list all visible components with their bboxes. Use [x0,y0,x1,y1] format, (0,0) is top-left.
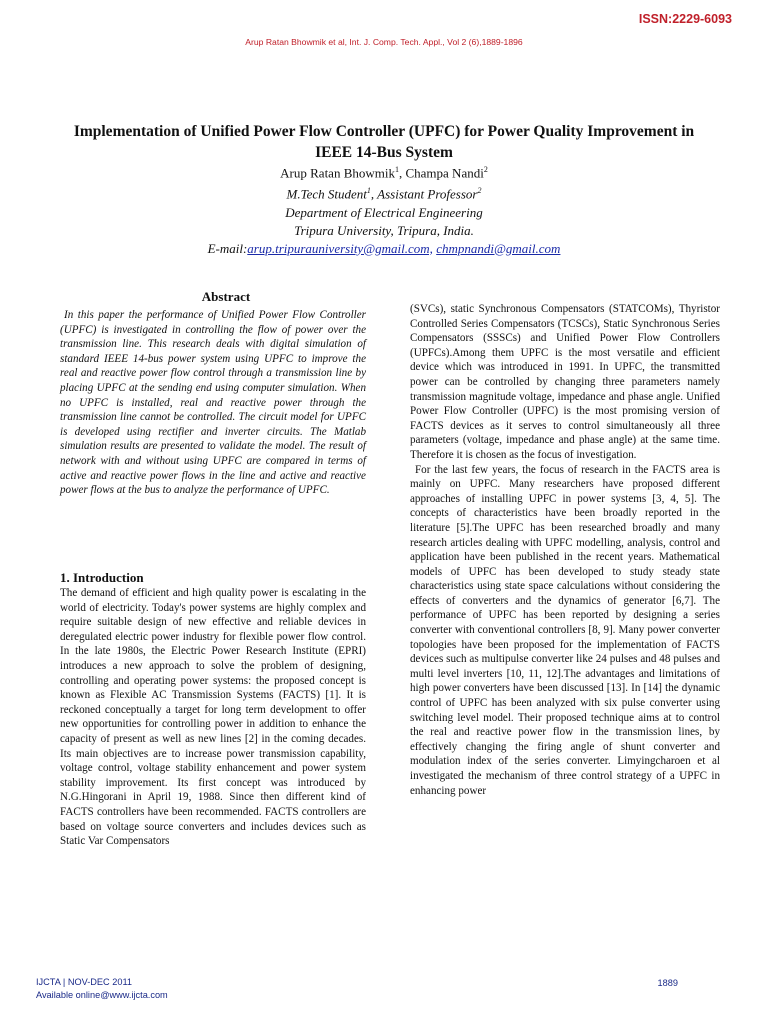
abstract-text: In this paper the performance of Unified Power Flow Controller (UPFC) is investigated in controlling the flow of power over the transmission line. This research deals with digital simulation of standard IEEE 14-bus power system using UPFC to improve the real and reactive power flow control through a transmission line by placing UPFC at the sending end using computer simulation. When no UPFC is installed, real and reactive power through the transmission line cannot be controlled. The circuit model for UPFC is developed using rectifier and inverter circuits. The Matlab simulation results are presented to validate the model. The result of network with and without using UPFC are compared in terms of active and reactive power flows in the line and active and reactive power flows at the bus to analyze the performance of UPFC. [60,309,366,497]
email-label: E-mail: [207,240,248,256]
running-head: Arup Ratan Bhowmik et al, Int. J. Comp. Tech. Appl., Vol 2 (6),1889-1896 [245,37,523,47]
department: Department of Electrical Engineering [285,204,483,220]
abstract-heading: Abstract [201,289,251,304]
footer-journal: IJCTA | NOV-DEC 2011 [36,977,132,987]
role-1: M.Tech Student [286,186,367,202]
right-column-para-1: (SVCs), static Synchronous Compensators (STATCOMs), Thyristor Controlled Series Compensators (TCSCs), Static Synchronous Series Compensators (SSSCs) and Unified Power Flow Controllers (UPFCs).Among them UPFC is the most versatile and efficient device which was introduced in 1991. In UPFC, the transmitted power can be controlled by changing three parameters namely transmission magnitude voltage, impedance and phase angle. Unified Power Flow Controller (UPFC) is the most promising version of FACTS devices as it serves to control simultaneously all three parameters (voltage, impedance and phase angle) at the same time. Therefore it is chosen as the focus of investigation. [410,303,720,461]
author-names [0,161,768,182]
author-roles [0,182,768,203]
issn-label: ISSN:2229-6093 [638,12,732,26]
author-1-sup: 1 [394,165,399,174]
author-1: Arup Ratan Bhowmik [280,165,395,181]
role-2-sup: 2 [477,186,482,196]
author-2-sup: 2 [483,165,488,174]
author-2: , Champa Nandi [398,165,484,181]
footer-online: Available online@www.ijcta.com [36,990,168,1000]
email-link-1[interactable]: arup.tripurauniversity@gmail.com, [247,240,433,256]
introduction-text: The demand of efficient and high quality power is escalating in the world of electricity. Today's power systems are highly complex and require suitable design of new effective and reliable devices in deregulated electric power industry for flexible power flow control. In the late 1980s, the Electric Power Research Institute (EPRI) introduces a new approach to solve the problem of designing, controlling and operating power systems: the proposed concept is known as Flexible AC Transmission Systems (FACTS) [1]. It is reckoned conceptually a target for long term development to offer new opportunities for controlling power in addition to enhance the capacity of present as well as new lines [2] in the coming decades. Its main objectives are to increase power transmission capability, voltage control, voltage stability enhancement and power system stability improvement. Its first concept was introduced by N.G.Hingorani in April 19, 1988. Since then different kind of FACTS controllers have been recommended. FACTS controllers are based on voltage source converters and includes devices such as Static Var Compensators [60,587,366,848]
university: Tripura University, Tripura, India. [294,222,474,238]
right-column [410,302,720,798]
paper-title: Implementation of Unified Power Flow Controller (UPFC) for Power Quality Improvement in IEEE 14-Bus System [73,123,695,161]
introduction-heading: 1. Introduction [60,570,144,585]
email-line [0,240,768,258]
role-2: , Assistant Professor [370,186,478,202]
role-1-sup: 1 [366,186,371,196]
author-block [0,161,768,258]
email-link-2[interactable]: chmpnandi@gmail.com [436,240,561,256]
footer-left [36,976,168,1002]
right-column-para-2: For the last few years, the focus of research in the FACTS area is mainly on UPFC. Many researchers have proposed different approaches of installing UPFC in power systems [3, 4, 5]. The concepts of characteristics have been broadly reported in the literature [5].The UPFC has been researched broadly and many research articles dealing with UPFC modelling, analysis, control and application have been published in the recent years. Mathematical models of UPFC has been developed to study steady state characteristics using state space calculations without considering the effects of converters and the dynamics of generator [6,7]. The performance of UPFC has been reported by designing a series converter with conventional controllers [8, 9]. Many power converter topologies have been proposed for the implementation of FACTS devices such as multipulse converter like 24 pulses and 48 pulses and multi level inverters [10, 11, 12].The advantages and limitations of high power converters have been discussed [13]. In [14] the dynamic control of UPFC has been analyzed with six pulse converter using switching level model. Their proposed technique aims at to control the real and reactive power flow in the transmission lines, by effectively changing the firing angle of shunt converter and modulation index of the series converter. Limyingcharoen et al investigated the mechanism of three control strategy of a UPFC in enhancing power [410,463,720,797]
page-number: 1889 [657,978,678,988]
